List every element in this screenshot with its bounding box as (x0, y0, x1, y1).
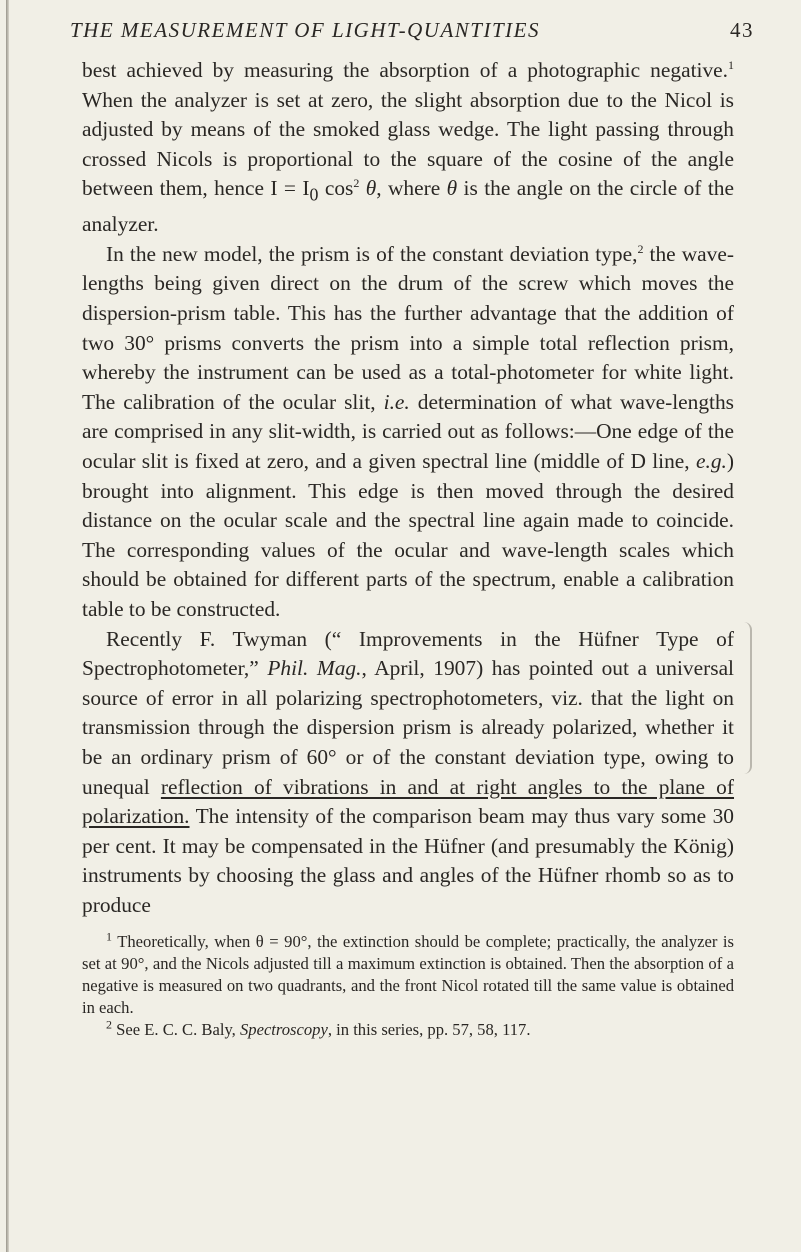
text-run: determination of what wave-lengths are comprised in any slit-width, is carried out as follows:—One edge of the ocular slit is fixed at zero, and a given spectral line (middle of D line, (82, 389, 735, 473)
running-header (70, 18, 754, 52)
paragraph-3 (82, 625, 734, 921)
text-run: Phil. Mag. (267, 656, 362, 681)
text-run: 0 (309, 184, 319, 205)
text-run: See E. C. C. Baly, (112, 1019, 240, 1039)
text-run: , where (376, 176, 447, 201)
text-run: Spectroscopy (239, 1019, 328, 1039)
text-run: Recently F. Twyman (“ Improvements in the Hüfner Type of Spectrophotometer,” (82, 626, 734, 681)
text-run: 2 (637, 241, 644, 256)
text-run: e.g. (695, 449, 727, 473)
text-run: 2 (106, 1016, 112, 1031)
book-page (70, 18, 754, 1041)
text-run: In the new model, the prism is of the constant deviation type, (106, 241, 638, 266)
text-run: The intensity of the comparison beam may thus vary some 30 per cent. It may be compensated in the Hüfner (and presumably the König) instruments by choosing the glass and angles of the Hüfner rhomb so as to produce (82, 804, 734, 917)
paragraph-1 (82, 56, 734, 240)
text-run: 2 (353, 176, 360, 191)
text-run: reflection of vibrations in and at right angles to the plane of polarization. (82, 774, 735, 829)
footnote-2 (82, 1016, 734, 1041)
text-run: θ (446, 176, 458, 201)
margin-pencil-mark (736, 622, 752, 774)
text-run: 1 (728, 57, 734, 72)
text-run: , April, 1907) has pointed out a universal source of error in all polarizing spectrophotometers, viz. that the light on transmission through the dispersion prism is already polarized, whether it be an ordinary prism of 60° or of the constant deviation type, owing to unequal (82, 656, 735, 799)
text-run: ) brought into alignment. This edge is then moved through the desired distance on the ocular scale and the spectral line again made to coincide. The corresponding values of the ocular and wave-length scales which should be obtained for different parts of the spectrum, enable a calibration table to be constructed. (82, 449, 734, 621)
text-run: Theoretically, when θ = 90°, the extinction should be complete; practically, the analyzer is set at 90°, and the Nicols adjusted till a maximum extinction is obtained. Then the absorption of a negative is measured on two quadrants, and the front Nicol rotated till the same value is obtained in each. (82, 931, 734, 1017)
page-number: 43 (730, 18, 754, 42)
text-run: θ (365, 176, 377, 201)
text-run: When the analyzer is set at zero, the slight absorption due to the Nicol is adjusted by means of the smoked glass wedge. The light passing through crossed Nicols is proportional to the square of the cosine of the angle between them, hence I = I (82, 87, 734, 201)
page-edge-line (6, 0, 9, 1252)
text-run: is the angle on the circle of the analyzer. (82, 176, 734, 237)
text-run: i.e. (383, 389, 410, 414)
footnotes (82, 928, 734, 1041)
paragraph-2 (82, 240, 734, 625)
text-run: the wave-lengths being given direct on the drum of the screw which moves the dispersion-prism table. This has the further advantage that the addition of two 30° prisms converts the prism into a simple total reflection prism, whereby the instrument can be used as a total-photometer for white light. The calibration of the ocular slit, (82, 241, 734, 414)
footnote-1 (82, 928, 734, 1019)
text-run: cos (318, 176, 354, 201)
text-run: 1 (106, 928, 112, 943)
text-run: , in this series, pp. 57, 58, 117. (327, 1019, 531, 1039)
running-title: THE MEASUREMENT OF LIGHT-QUANTITIES (70, 18, 540, 42)
body-text (82, 56, 734, 921)
text-run: best achieved by measuring the absorption of a photographic negative. (82, 58, 728, 82)
